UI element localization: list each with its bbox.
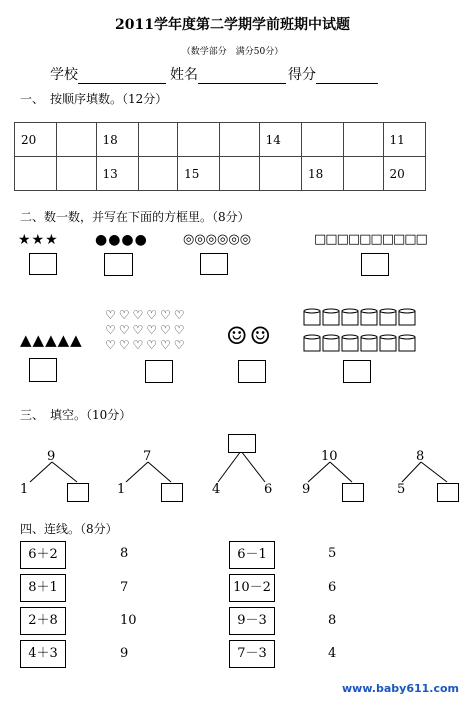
tree-answer-box[interactable] xyxy=(161,483,183,502)
answer-number[interactable]: 9 xyxy=(120,646,129,661)
table-cell[interactable]: 18 xyxy=(302,157,344,191)
tree-answer-box[interactable] xyxy=(342,483,364,502)
school-label: 学校 xyxy=(50,67,78,83)
table-cell[interactable] xyxy=(138,123,177,157)
table-cell[interactable]: 11 xyxy=(383,123,425,157)
answer-number[interactable]: 6 xyxy=(328,580,337,595)
answer-box[interactable] xyxy=(200,253,228,275)
heart-row: ♡♡♡♡♡♡ xyxy=(105,323,188,337)
table-cell[interactable]: 15 xyxy=(178,157,220,191)
answer-box[interactable] xyxy=(238,360,266,383)
tree-left-number: 1 xyxy=(20,482,29,497)
heart-row: ♡♡♡♡♡♡ xyxy=(105,338,188,352)
answer-box[interactable] xyxy=(343,360,371,383)
name-label: 姓名 xyxy=(170,67,198,83)
tree-left-number: 4 xyxy=(212,482,221,497)
name-blank[interactable] xyxy=(198,69,286,84)
table-cell[interactable]: 20 xyxy=(15,123,57,157)
table-cell[interactable]: 18 xyxy=(96,123,138,157)
school-field xyxy=(50,64,166,84)
star-icon: ★★★ xyxy=(18,232,59,248)
heart-row: ♡♡♡♡♡♡ xyxy=(105,308,188,322)
score-blank[interactable] xyxy=(316,69,378,84)
answer-number[interactable]: 7 xyxy=(120,580,129,595)
table-cell[interactable] xyxy=(57,123,96,157)
answer-number[interactable]: 8 xyxy=(120,546,129,561)
answer-number[interactable]: 5 xyxy=(328,546,337,561)
answer-box[interactable] xyxy=(29,358,57,382)
tree-top-number: 8 xyxy=(416,449,425,464)
expression-box[interactable]: 2＋8 xyxy=(20,607,66,635)
expression-box[interactable]: 4＋3 xyxy=(20,640,66,668)
smiley-icon: ☺☺ xyxy=(226,322,274,350)
tree-top-number: 10 xyxy=(321,449,338,464)
filled-circle-icon: ●●●● xyxy=(95,232,148,248)
school-blank[interactable] xyxy=(78,69,166,84)
expression-box[interactable]: 7－3 xyxy=(229,640,275,668)
ring-icon: ◎◎◎◎◎◎ xyxy=(183,232,252,247)
expression-box[interactable]: 9－3 xyxy=(229,607,275,635)
table-cell[interactable] xyxy=(220,157,259,191)
name-field xyxy=(170,64,286,84)
section2-heading: 二、数一数，并写在下面的方框里。（8分） xyxy=(20,210,250,224)
answer-number[interactable]: 10 xyxy=(120,613,137,628)
score-label: 得分 xyxy=(288,67,316,83)
expression-box[interactable]: 10－2 xyxy=(229,574,275,602)
answer-box[interactable] xyxy=(145,360,173,383)
expression-box[interactable]: 6＋2 xyxy=(20,541,66,569)
table-cell[interactable] xyxy=(302,123,344,157)
tree-answer-box[interactable] xyxy=(228,434,256,453)
section1-heading: 一、 按顺序填数。（12分） xyxy=(20,92,168,106)
table-cell[interactable] xyxy=(57,157,96,191)
table-cell[interactable] xyxy=(344,123,383,157)
table-cell[interactable]: 14 xyxy=(259,123,301,157)
answer-number[interactable]: 8 xyxy=(328,613,337,628)
table-cell[interactable]: 20 xyxy=(383,157,425,191)
table-cell[interactable] xyxy=(178,123,220,157)
table-cell[interactable] xyxy=(138,157,177,191)
tree-answer-box[interactable] xyxy=(437,483,459,502)
table-cell[interactable]: 13 xyxy=(96,157,138,191)
score-field xyxy=(288,64,378,84)
table-cell[interactable] xyxy=(259,157,301,191)
page-title: 2011学年度第二学期学前班期中试题 xyxy=(115,17,350,33)
expression-box[interactable]: 8＋1 xyxy=(20,574,66,602)
answer-number[interactable]: 4 xyxy=(328,646,337,661)
section4-heading: 四、连线。（8分） xyxy=(20,522,118,536)
tree-answer-box[interactable] xyxy=(67,483,89,502)
watermark: www.baby611.com xyxy=(342,682,459,695)
tree-left-number: 9 xyxy=(302,482,311,497)
tree-right-number: 6 xyxy=(264,482,273,497)
table-cell[interactable] xyxy=(15,157,57,191)
answer-box[interactable] xyxy=(104,253,133,276)
table-row xyxy=(15,123,426,157)
tree-left-number: 1 xyxy=(117,482,126,497)
tree-top-number: 7 xyxy=(143,449,152,464)
cylinder-icon xyxy=(303,308,418,356)
triangle-icon: ▲▲▲▲▲ xyxy=(20,331,83,349)
page-subtitle: （数学部分 满分50分） xyxy=(181,47,284,57)
square-icon: □□□□□□□□□□ xyxy=(314,232,427,247)
table-cell[interactable] xyxy=(344,157,383,191)
answer-box[interactable] xyxy=(361,253,389,276)
tree-left-number: 5 xyxy=(397,482,406,497)
expression-box[interactable]: 6－1 xyxy=(229,541,275,569)
heart-icon xyxy=(105,308,188,353)
table-row xyxy=(15,157,426,191)
answer-box[interactable] xyxy=(29,253,57,275)
sequence-table xyxy=(14,122,426,191)
tree-top-number: 9 xyxy=(47,449,56,464)
table-cell[interactable] xyxy=(220,123,259,157)
section3-heading: 三、 填空。（10分） xyxy=(20,408,132,422)
